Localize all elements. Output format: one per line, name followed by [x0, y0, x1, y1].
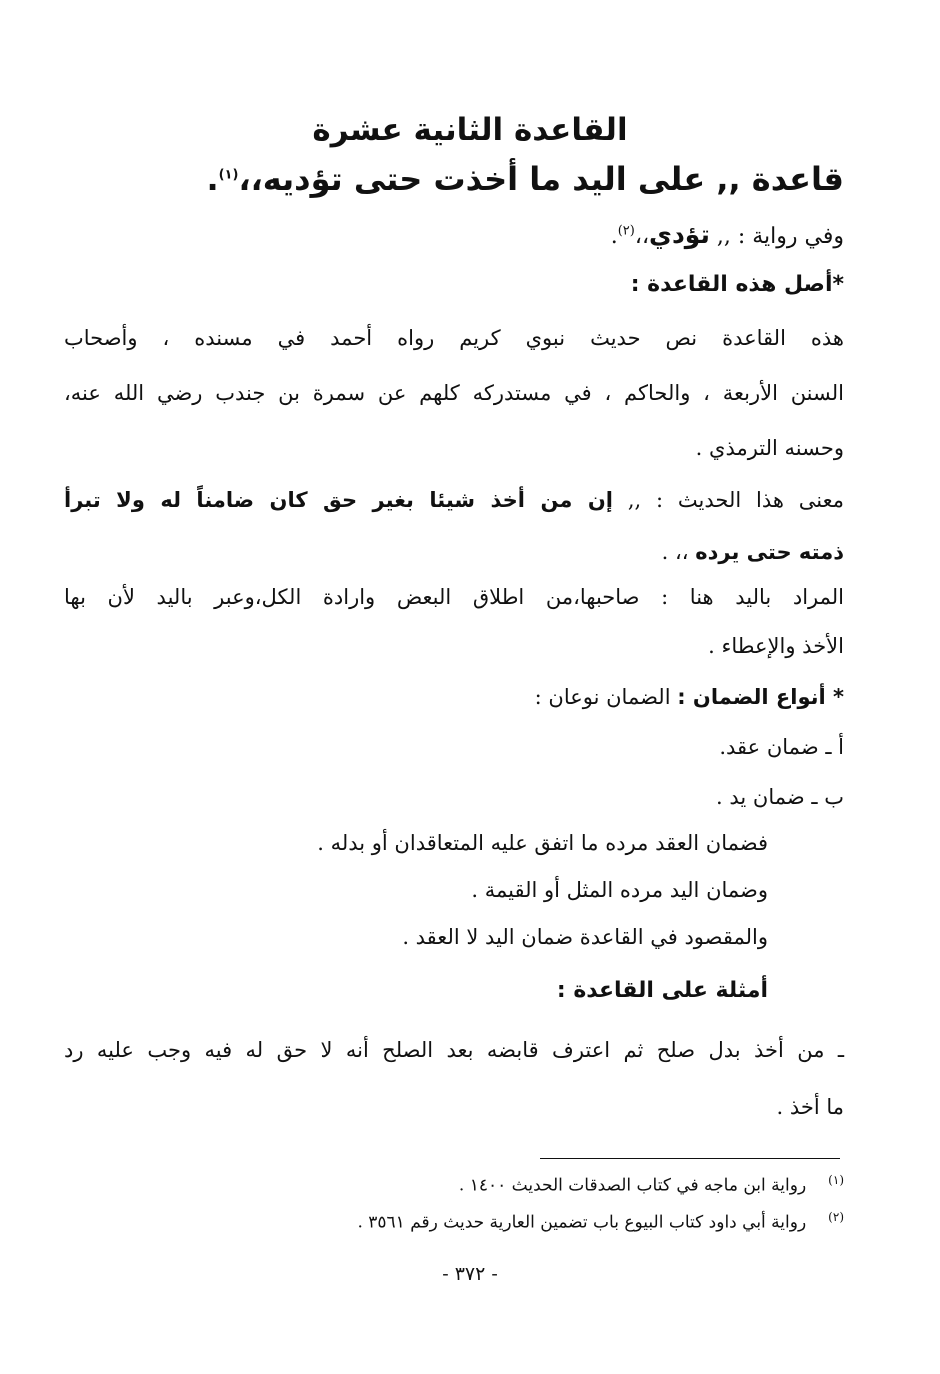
meaning-hadith-part2: ذمته حتى يرده: [695, 540, 844, 564]
meaning-line-1: [64, 488, 844, 512]
chapter-title: القاعدة الثانية عشرة: [312, 112, 628, 148]
meaning-hadith-part1: إن من أخذ شيئا بغير حق كان ضامناً له ولا تبرأ: [64, 488, 613, 512]
murad-line-1: المراد باليد هنا : صاحبها،من اطلاق البعض وارادة الكل،وعبر باليد لأن بها: [64, 585, 844, 609]
footnote-1-text: رواية ابن ماجه في كتاب الصدقات الحديث ١٤٠٠ .: [458, 1175, 807, 1196]
type-item-a: أ ـ ضمان عقد.: [719, 735, 844, 759]
footnote-1-number: (١): [828, 1173, 844, 1187]
footnote-1: [459, 1173, 844, 1196]
asl-line-3: وحسنه الترمذي .: [695, 436, 844, 460]
footnote-2: [357, 1210, 844, 1233]
riwaya-line: وفي رواية : ,, تؤدي،،$^{(٢)}$.: [610, 220, 844, 249]
rule-statement: قاعدة ,, على اليد ما أخذت حتى تؤديه،،$^{(١)}$.: [206, 160, 844, 198]
murad-line-2: الأخذ والإعطاء .: [708, 634, 844, 658]
footnote-ref-2: (٢): [617, 223, 635, 239]
footnote-ref-1: (١): [218, 167, 239, 183]
explanation-3: والمقصود في القاعدة ضمان اليد لا العقد .: [402, 925, 768, 949]
asl-line-2: السنن الأربعة ، والحاكم ، في مستدركه كلهم عن سمرة بن جندب رضي الله عنه،: [64, 381, 844, 405]
example-line-1: ـ من أخذ بدل صلح ثم اعترف قابضه بعد الصلح أنه لا حق له فيه وجب عليه رد: [64, 1038, 844, 1062]
anwa-heading: * أنواع الضمان :: [677, 685, 844, 709]
asl-line-1: هذه القاعدة نص حديث نبوي كريم رواه أحمد في مسنده ، وأصحاب: [64, 326, 844, 350]
rule-text: قاعدة ,, على اليد ما أخذت حتى تؤديه،،: [238, 160, 844, 198]
type-item-b: ب ـ ضمان يد .: [716, 785, 844, 809]
meaning-prefix: معنى هذا الحديث : ,,: [627, 488, 844, 512]
anwa-text: الضمان نوعان :: [534, 685, 671, 709]
riwaya-suffix: ،،: [634, 224, 650, 249]
meaning-line-2: [662, 540, 844, 564]
anwa-line: [535, 685, 844, 709]
footnote-2-text: رواية أبي داود كتاب البيوع باب تضمين العارية حديث رقم ٣٥٦١ .: [357, 1212, 807, 1233]
explanation-1: فضمان العقد مرده ما اتفق عليه المتعاقدان أو بدله .: [317, 831, 768, 855]
page-number: - ٣٧٢ -: [442, 1263, 498, 1285]
asl-heading: *أصل هذه القاعدة :: [630, 272, 844, 297]
example-line-2: ما أخذ .: [776, 1095, 844, 1119]
examples-heading: أمثلة على القاعدة :: [556, 978, 768, 1003]
riwaya-prefix: وفي رواية : ,,: [716, 224, 844, 249]
riwaya-word: تؤدي: [649, 220, 710, 249]
footnote-divider: [540, 1158, 840, 1159]
explanation-2: وضمان اليد مرده المثل أو القيمة .: [471, 878, 768, 902]
meaning-suffix: ،، .: [661, 540, 689, 564]
footnote-2-number: (٢): [828, 1210, 844, 1224]
